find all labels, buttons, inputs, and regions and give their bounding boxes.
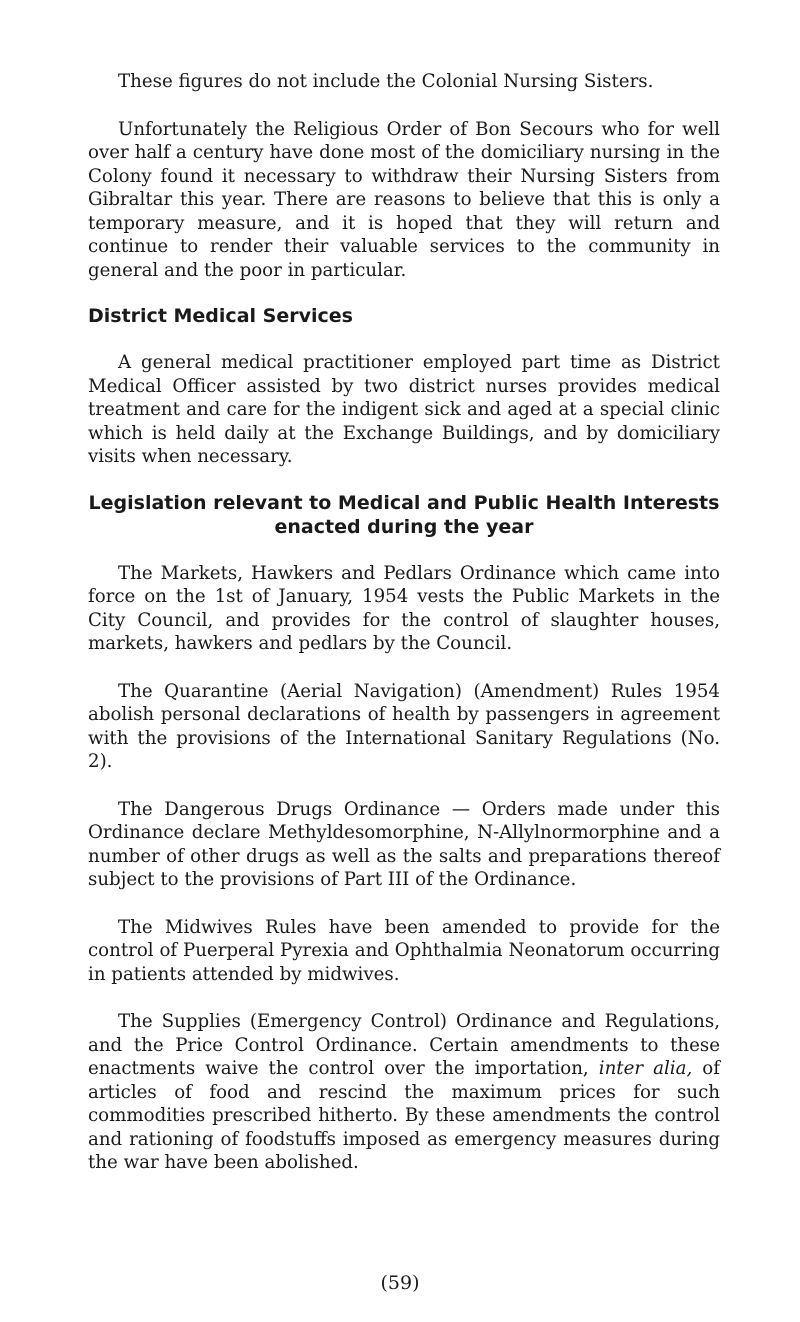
colonial-nursing-note: These figures do not include the Colonial Nursing Sisters. [118,71,654,92]
legislation-heading-line1: Legislation relevant to Medical and Public Health Interests [88,491,720,514]
supplies-text-part2: of articles of food and rescind the maximum prices for such commodities prescribed hitherto. By these amendments the control and rationing of foodstuffs imposed as emergency measures during the war have been abolished. [88,1058,720,1173]
bon-secours-paragraph: Unfortunately the Religious Order of Bon Secours who for well over half a century have done most of the domiciliary nursing in the Colony found it necessary to withdraw their Nursing Sisters from Gibraltar this year. There are reasons to believe that this is only a temporary measure, and it is hoped that they will return and continue to render their valuable services to the community in general and the poor in particular. [88,118,720,281]
markets-ordinance-paragraph: The Markets, Hawkers and Pedlars Ordinance which came into force on the 1st of January, 1954 vests the Public Markets in the City Council, and provides for the control of slaughter houses, markets, hawkers and pedlars by the Council. [88,562,720,654]
midwives-rules-paragraph: The Midwives Rules have been amended to provide for the control of Puerperal Pyrexia and Ophthalmia Neonatorum occurring in patients attended by midwives. [88,916,720,985]
quarantine-rules-paragraph: The Quarantine (Aerial Navigation) (Amendment) Rules 1954 abolish personal declarations of health by passengers in agreement with the provisions of the International Sanitary Regulations (No. 2). [88,680,720,772]
page-body [88,70,720,1175]
legislation-heading-line2: enacted during the year [274,515,534,538]
legislation-heading [88,491,720,539]
dangerous-drugs-paragraph: The Dangerous Drugs Ordinance — Orders made under this Ordinance declare Methyldesomorphine, N-Allylnormorphine and a number of other drugs as well as the salts and preparations thereof subject to the provisions of Part III of the Ordinance. [88,798,720,890]
district-medical-services-heading: District Medical Services [88,305,353,327]
supplies-ordinance-paragraph [88,1010,720,1175]
page-number: (59) [380,1272,420,1294]
district-medical-services-paragraph: A general medical practitioner employed part time as District Medical Officer assisted by two district nurses provides medical treatment and care for the indigent sick and aged at a special clinic which is held daily at the Exchange Buildings, and by domiciliary visits when necessary. [88,352,720,467]
supplies-italic-inter-alia: inter alia, [598,1058,693,1079]
supplies-text-part1: The Supplies (Emergency Control) Ordinance and Regulations, and the Price Control Ordinance. Certain amendments to these enactments waive the control over the importation, [88,1011,720,1079]
